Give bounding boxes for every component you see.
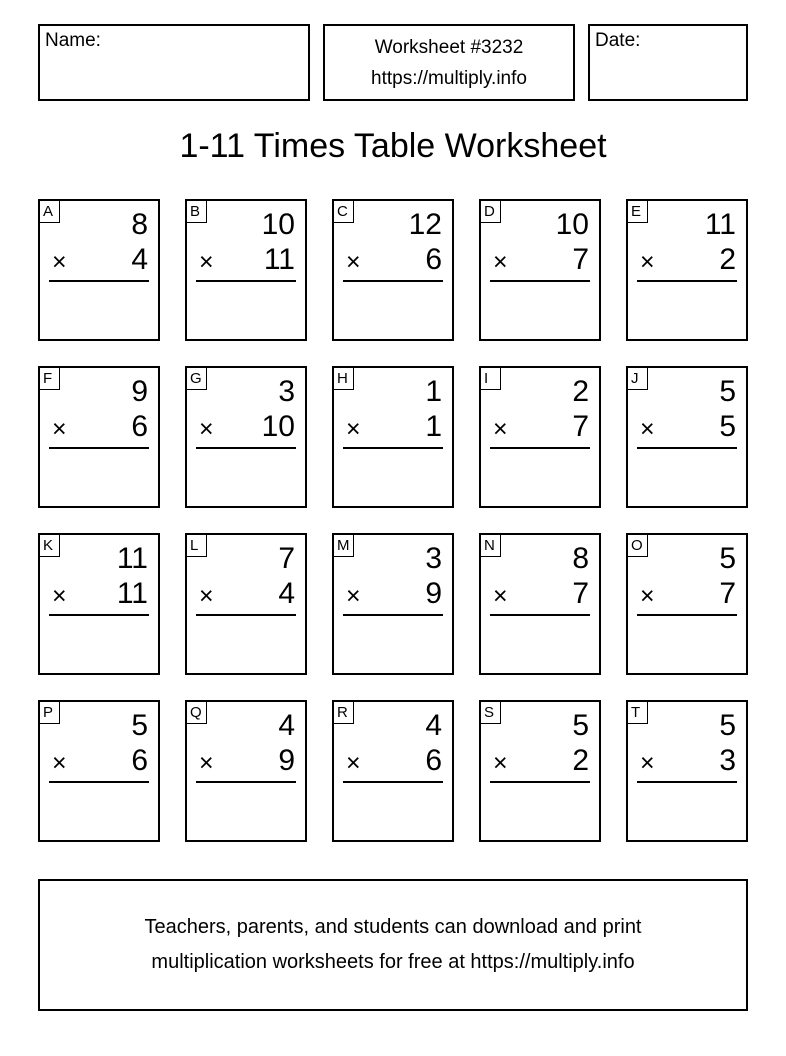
problem-letter: M <box>334 535 354 557</box>
problem-bottom-number: 9 <box>278 744 295 777</box>
problem-top-number: 9 <box>131 375 148 408</box>
multiply-sign: × <box>52 582 67 610</box>
problem-bottom-number: 6 <box>131 744 148 777</box>
worksheet-number: Worksheet #3232 <box>374 37 524 58</box>
problem-bottom-number: 6 <box>425 744 442 777</box>
problem-top-number: 5 <box>719 709 736 742</box>
problem-cell <box>38 366 160 508</box>
problem-cell <box>332 700 454 842</box>
problem-cell <box>479 700 601 842</box>
worksheet-url: https://multiply.info <box>371 68 527 89</box>
problem-top-number: 4 <box>278 709 295 742</box>
multiply-sign: × <box>640 749 655 777</box>
multiply-sign: × <box>493 582 508 610</box>
problem-letter: O <box>628 535 648 557</box>
multiply-sign: × <box>199 582 214 610</box>
problem-top-number: 5 <box>131 709 148 742</box>
problem-bottom-number: 1 <box>425 410 442 443</box>
answer-line <box>637 781 737 783</box>
problem-letter: T <box>628 702 648 724</box>
answer-line <box>637 280 737 282</box>
problem-bottom-number: 10 <box>261 410 295 443</box>
multiply-sign: × <box>199 248 214 276</box>
problem-top-number: 4 <box>425 709 442 742</box>
problem-bottom-number: 7 <box>572 577 589 610</box>
problem-letter: D <box>481 201 501 223</box>
problem-cell <box>185 700 307 842</box>
multiply-sign: × <box>640 582 655 610</box>
multiply-sign: × <box>199 415 214 443</box>
multiply-sign: × <box>199 749 214 777</box>
problem-letter: H <box>334 368 354 390</box>
answer-line <box>343 614 443 616</box>
problem-cell <box>185 199 307 341</box>
problem-bottom-number: 11 <box>116 577 148 610</box>
problem-cell <box>626 199 748 341</box>
problem-letter: B <box>187 201 207 223</box>
problem-top-number: 5 <box>719 542 736 575</box>
problem-letter: I <box>481 368 501 390</box>
problem-cell <box>185 366 307 508</box>
problem-cell <box>38 199 160 341</box>
problem-top-number: 11 <box>704 208 736 241</box>
multiply-sign: × <box>493 749 508 777</box>
problem-bottom-number: 2 <box>719 243 736 276</box>
answer-line <box>196 614 296 616</box>
problem-letter: G <box>187 368 207 390</box>
problem-bottom-number: 7 <box>719 577 736 610</box>
answer-line <box>49 614 149 616</box>
problem-bottom-number: 9 <box>425 577 442 610</box>
problem-bottom-number: 3 <box>719 744 736 777</box>
problem-cell <box>38 533 160 675</box>
answer-line <box>490 280 590 282</box>
answer-line <box>196 781 296 783</box>
problem-letter: N <box>481 535 501 557</box>
multiply-sign: × <box>52 749 67 777</box>
answer-line <box>49 781 149 783</box>
problem-bottom-number: 5 <box>719 410 736 443</box>
problem-top-number: 3 <box>278 375 295 408</box>
problem-letter: E <box>628 201 648 223</box>
problem-letter: R <box>334 702 354 724</box>
page-title: 1-11 Times Table Worksheet <box>179 127 607 165</box>
footer-line-1: Teachers, parents, and students can download and print <box>144 916 642 938</box>
multiply-sign: × <box>640 248 655 276</box>
answer-line <box>637 614 737 616</box>
multiply-sign: × <box>346 248 361 276</box>
problem-bottom-number: 2 <box>572 744 589 777</box>
footer-box <box>38 879 748 1011</box>
problem-top-number: 8 <box>131 208 148 241</box>
problem-bottom-number: 11 <box>263 243 295 276</box>
date-label: Date: <box>595 30 641 51</box>
multiply-sign: × <box>346 415 361 443</box>
problem-letter: F <box>40 368 60 390</box>
problem-top-number: 10 <box>555 208 589 241</box>
problem-letter: Q <box>187 702 207 724</box>
answer-line <box>490 781 590 783</box>
multiply-sign: × <box>52 248 67 276</box>
problem-top-number: 10 <box>261 208 295 241</box>
problem-letter: P <box>40 702 60 724</box>
problem-bottom-number: 7 <box>572 410 589 443</box>
problem-cell <box>332 366 454 508</box>
problem-cell <box>479 533 601 675</box>
answer-line <box>343 781 443 783</box>
multiply-sign: × <box>493 415 508 443</box>
answer-line <box>49 280 149 282</box>
problem-cell <box>626 700 748 842</box>
answer-line <box>343 280 443 282</box>
problem-cell <box>626 366 748 508</box>
problem-top-number: 5 <box>572 709 589 742</box>
multiply-sign: × <box>346 582 361 610</box>
multiply-sign: × <box>493 248 508 276</box>
problem-letter: A <box>40 201 60 223</box>
problem-top-number: 11 <box>116 542 148 575</box>
problem-letter: J <box>628 368 648 390</box>
problem-top-number: 3 <box>425 542 442 575</box>
problem-cell <box>332 199 454 341</box>
footer-line-2: multiplication worksheets for free at https://multiply.info <box>151 951 635 973</box>
problem-top-number: 8 <box>572 542 589 575</box>
problem-bottom-number: 6 <box>131 410 148 443</box>
answer-line <box>490 614 590 616</box>
problem-letter: C <box>334 201 354 223</box>
problem-letter: S <box>481 702 501 724</box>
multiply-sign: × <box>640 415 655 443</box>
name-label: Name: <box>45 30 101 51</box>
multiply-sign: × <box>346 749 361 777</box>
problem-cell <box>479 366 601 508</box>
problem-bottom-number: 4 <box>131 243 148 276</box>
problem-cell <box>626 533 748 675</box>
problem-bottom-number: 6 <box>425 243 442 276</box>
problem-bottom-number: 4 <box>278 577 295 610</box>
problem-cell <box>38 700 160 842</box>
multiply-sign: × <box>52 415 67 443</box>
answer-line <box>343 447 443 449</box>
problem-cell <box>185 533 307 675</box>
problem-letter: L <box>187 535 207 557</box>
answer-line <box>637 447 737 449</box>
problem-cell <box>332 533 454 675</box>
answer-line <box>196 447 296 449</box>
problem-top-number: 1 <box>425 375 442 408</box>
problem-top-number: 12 <box>408 208 442 241</box>
problem-bottom-number: 7 <box>572 243 589 276</box>
answer-line <box>490 447 590 449</box>
problem-letter: K <box>40 535 60 557</box>
answer-line <box>196 280 296 282</box>
problem-top-number: 5 <box>719 375 736 408</box>
problem-top-number: 7 <box>278 542 295 575</box>
problem-cell <box>479 199 601 341</box>
answer-line <box>49 447 149 449</box>
problem-top-number: 2 <box>572 375 589 408</box>
